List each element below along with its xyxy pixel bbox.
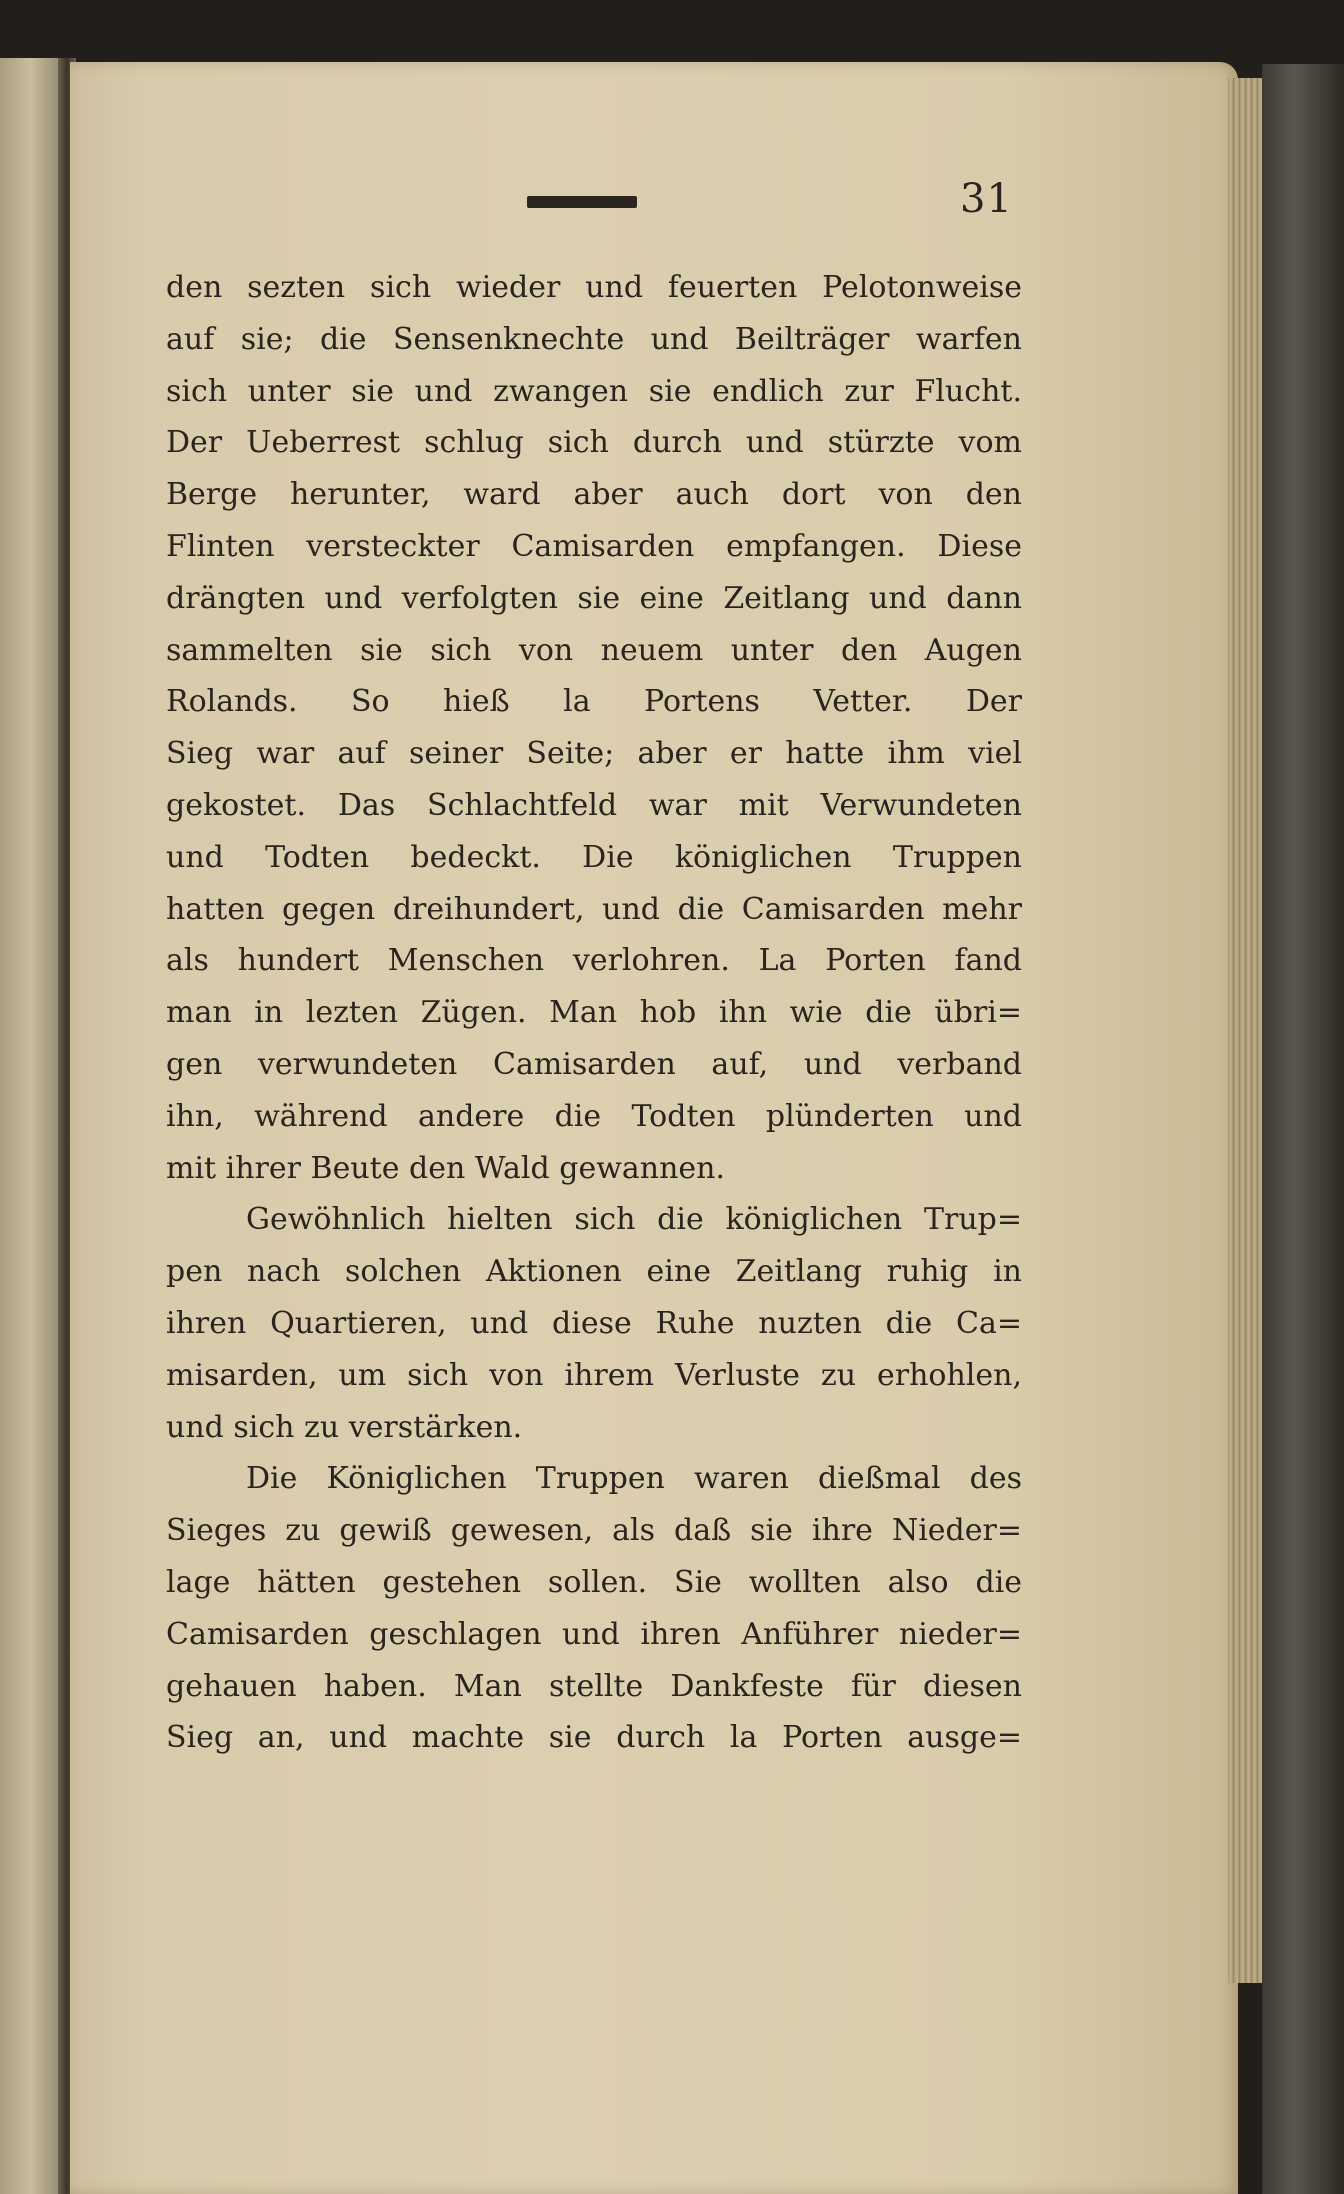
text-line: den sezten sich wieder und feuerten Pelotonweise — [166, 270, 1022, 305]
text-line: Camisarden geschlagen und ihren Anführer nieder= — [166, 1616, 1022, 1652]
text-line: und Todten bedeckt. Die königlichen Truppen — [166, 839, 1022, 875]
book-cover-edge — [1262, 64, 1344, 2194]
text-line: lage hätten gestehen sollen. Sie wollten also die — [166, 1564, 1022, 1600]
text-line: und sich zu verstärken. — [166, 1409, 523, 1445]
header-ornament-rule — [527, 196, 637, 208]
text-line: Rolands. So hieß la Portens Vetter. Der — [166, 684, 1022, 720]
text-line: mit ihrer Beute den Wald gewannen. — [166, 1150, 726, 1186]
text-line: Die Königlichen Truppen waren dießmal des — [246, 1461, 1022, 1497]
page-number: 31 — [960, 176, 1013, 222]
body-text — [166, 262, 1022, 1764]
text-line: als hundert Menschen verlohren. La Porten fand — [166, 943, 1022, 979]
text-line: drängten und verfolgten sie eine Zeitlang und dann — [166, 580, 1022, 616]
text-line: Sieg war auf seiner Seite; aber er hatte ihm viel — [166, 736, 1022, 772]
text-line: Gewöhnlich hielten sich die königlichen Trup= — [246, 1202, 1022, 1238]
text-line: gen verwundeten Camisarden auf, und verband — [166, 1046, 1022, 1082]
text-line: ihn, während andere die Todten plünderten und — [166, 1098, 1022, 1134]
text-line: Flinten versteckter Camisarden empfangen. Diese — [166, 528, 1022, 564]
text-line: auf sie; die Sensenknechte und Beilträger warfen — [166, 321, 1022, 357]
text-line: hatten gegen dreihundert, und die Camisarden mehr — [166, 891, 1022, 927]
text-line: gekostet. Das Schlachtfeld war mit Verwundeten — [166, 787, 1022, 823]
text-line: ihren Quartieren, und diese Ruhe nuzten die Ca= — [166, 1305, 1022, 1341]
text-line: Der Ueberrest schlug sich durch und stürzte vom — [166, 425, 1022, 461]
text-line: Berge herunter, ward aber auch dort von den — [166, 477, 1022, 513]
text-line: Sieg an, und machte sie durch la Porten ausge= — [166, 1720, 1022, 1756]
text-line: man in lezten Zügen. Man hob ihn wie die übri= — [166, 995, 1022, 1031]
text-line: gehauen haben. Man stellte Dankfeste für diesen — [166, 1668, 1022, 1704]
text-line: pen nach solchen Aktionen eine Zeitlang ruhig in — [166, 1254, 1022, 1290]
text-line: sammelten sie sich von neuem unter den Augen — [166, 632, 1022, 668]
text-line: sich unter sie und zwangen sie endlich zur Flucht. — [166, 373, 1022, 409]
text-line: Sieges zu gewiß gewesen, als daß sie ihre Nieder= — [166, 1513, 1022, 1549]
text-line: misarden, um sich von ihrem Verluste zu erhohlen, — [166, 1357, 1022, 1393]
